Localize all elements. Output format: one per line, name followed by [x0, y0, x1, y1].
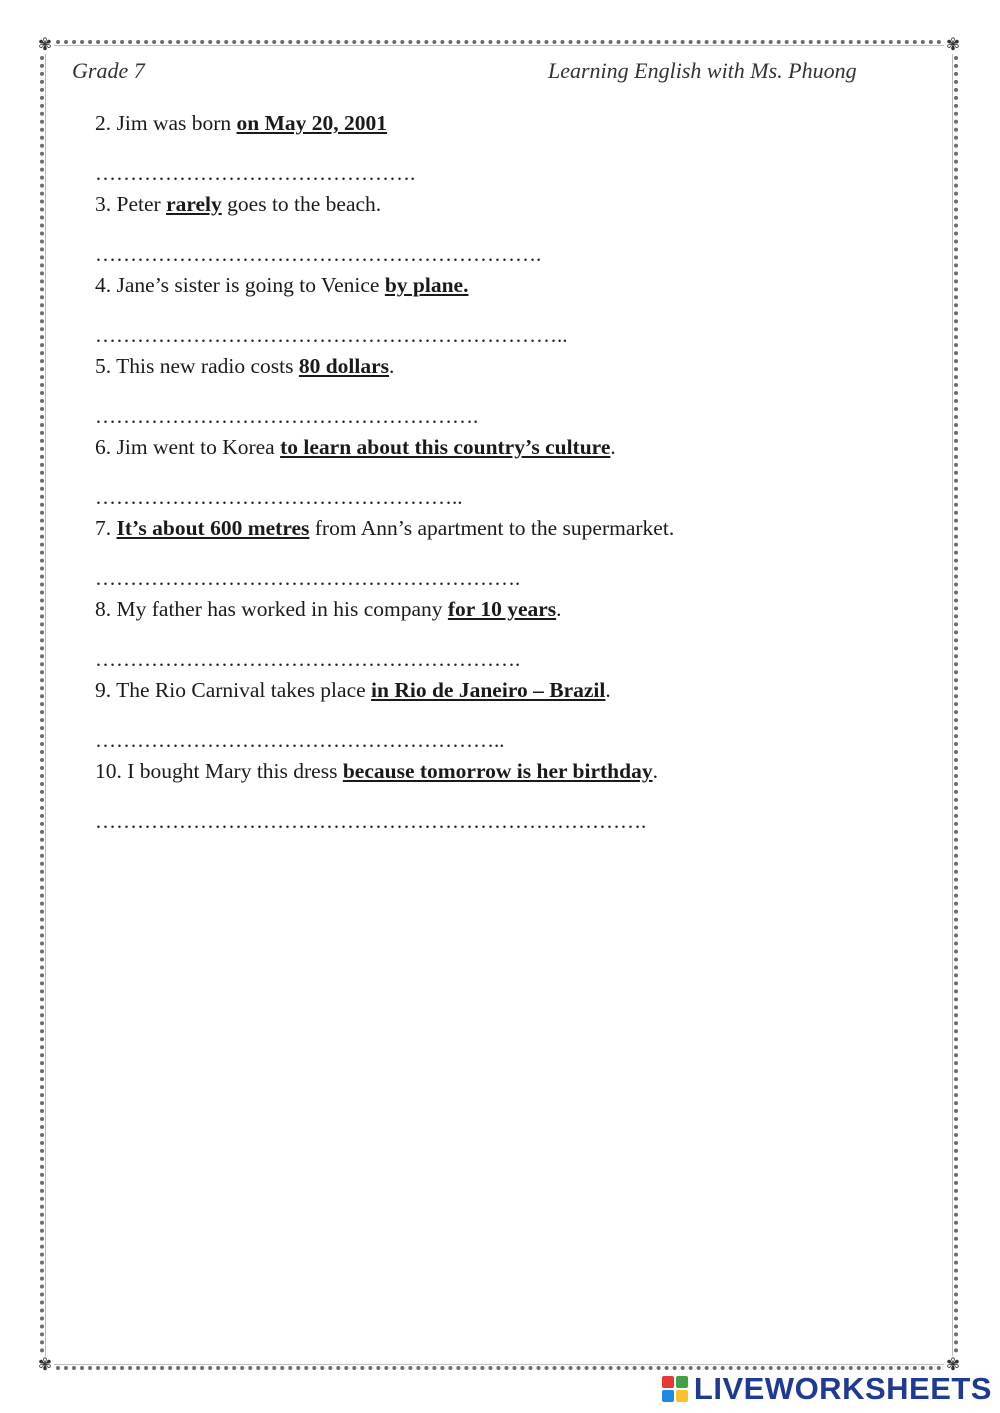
corner-ornament-icon: ✾ — [37, 1355, 53, 1374]
question-number: 3. — [95, 192, 112, 216]
question-text: Jim went to Korea — [111, 435, 281, 459]
teacher-title: Learning English with Ms. Phuong — [548, 58, 857, 83]
highlighted-phrase: rarely — [166, 192, 222, 216]
highlighted-phrase: 80 dollars — [298, 354, 390, 378]
answer-line[interactable]: ………………………………………. — [95, 161, 416, 185]
question-item — [95, 432, 915, 462]
answer-line[interactable]: ……………………………………………………………………. — [95, 809, 647, 833]
question-list — [95, 108, 915, 837]
question-number: 4. — [95, 273, 112, 297]
highlighted-phrase: in Rio de Janeiro – Brazil — [371, 678, 606, 702]
answer-line[interactable]: ……………………………………………………. — [95, 647, 521, 671]
question-text: . — [556, 597, 562, 621]
question-item — [95, 513, 915, 543]
answer-line[interactable]: ………………………………………………….. — [95, 728, 505, 752]
answer-line[interactable]: ………………………………………………. — [95, 404, 479, 428]
question-item — [95, 594, 915, 624]
question-number: 9. — [95, 678, 112, 702]
highlighted-phrase: for 10 years — [447, 597, 557, 621]
question-item — [95, 108, 915, 138]
corner-ornament-icon: ✾ — [945, 1355, 961, 1374]
answer-line[interactable]: ………………………………………………………. — [95, 242, 542, 266]
question-text: I bought Mary this dress — [121, 759, 343, 783]
logo-square — [676, 1376, 688, 1388]
answer-line[interactable]: ………………………………………………………….. — [95, 323, 568, 347]
highlighted-phrase: on May 20, 2001 — [236, 111, 388, 135]
question-number: 2. — [95, 111, 112, 135]
question-text: . — [652, 759, 658, 783]
question-text: The Rio Carnival takes place — [111, 678, 372, 702]
question-text: My father has worked in his company — [111, 597, 448, 621]
corner-ornament-icon: ✾ — [37, 35, 53, 54]
brand-name: LIVEWORKSHEETS — [693, 1371, 992, 1406]
question-text: Jim was born — [111, 111, 237, 135]
logo-square — [676, 1390, 688, 1402]
logo-square — [662, 1390, 674, 1402]
question-text: Peter — [111, 192, 167, 216]
question-number: 8. — [95, 597, 112, 621]
highlighted-phrase: It’s about 600 metres — [116, 516, 310, 540]
question-text: Jane’s sister is going to Venice — [111, 273, 385, 297]
liveworksheets-brand[interactable] — [662, 1371, 992, 1407]
highlighted-phrase: because tomorrow is her birthday — [342, 759, 653, 783]
answer-line[interactable]: ……………………………………………………. — [95, 566, 521, 590]
question-item — [95, 189, 915, 219]
question-item — [95, 756, 915, 786]
highlighted-phrase: to learn about this country’s culture — [280, 435, 611, 459]
liveworksheets-logo-icon — [662, 1376, 688, 1402]
question-text: . — [389, 354, 395, 378]
question-number: 5. — [95, 354, 112, 378]
corner-ornament-icon: ✾ — [945, 35, 961, 54]
question-text: from Ann’s apartment to the supermarket. — [309, 516, 675, 540]
question-text: . — [610, 435, 616, 459]
question-number: 6. — [95, 435, 112, 459]
question-number: 7. — [95, 516, 112, 540]
question-item — [95, 675, 915, 705]
highlighted-phrase: by plane. — [384, 273, 469, 297]
question-text: goes to the beach. — [221, 192, 382, 216]
question-text: . — [605, 678, 611, 702]
answer-line[interactable]: …………………………………………….. — [95, 485, 463, 509]
question-item — [95, 351, 915, 381]
grade-label: Grade 7 — [72, 58, 145, 83]
logo-square — [662, 1376, 674, 1388]
question-item — [95, 270, 915, 300]
question-text: This new radio costs — [111, 354, 299, 378]
question-number: 10. — [95, 759, 122, 783]
